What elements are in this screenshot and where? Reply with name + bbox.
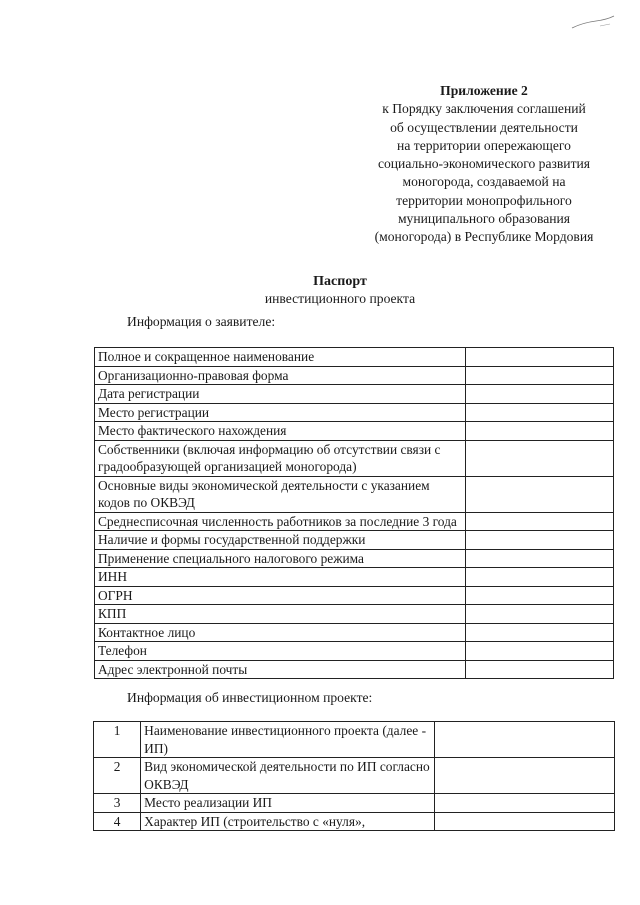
appendix-block	[330, 82, 638, 247]
field-value	[466, 348, 614, 367]
appendix-line: социально-экономического развития	[377, 156, 591, 172]
field-value	[466, 623, 614, 642]
table-row	[95, 642, 614, 661]
field-value	[466, 385, 614, 404]
field-value	[435, 722, 615, 758]
field-label: КПП	[95, 605, 466, 624]
table-row	[95, 586, 614, 605]
table-row	[94, 758, 615, 794]
field-value	[466, 531, 614, 550]
field-value	[466, 642, 614, 661]
table-row	[95, 531, 614, 550]
field-value	[466, 512, 614, 531]
field-label: Контактное лицо	[95, 623, 466, 642]
table-row	[94, 794, 615, 813]
field-value	[466, 568, 614, 587]
field-label: Дата регистрации	[95, 385, 466, 404]
field-label: Организационно-правовая форма	[95, 366, 466, 385]
field-label: ИНН	[95, 568, 466, 587]
field-value	[466, 440, 614, 476]
row-number: 1	[94, 722, 141, 758]
table-row	[95, 623, 614, 642]
field-label: Применение специального налогового режима	[95, 549, 466, 568]
field-label: Место регистрации	[95, 403, 466, 422]
table-row	[95, 605, 614, 624]
field-label: Место фактического нахождения	[95, 422, 466, 441]
field-label: Телефон	[95, 642, 466, 661]
field-label: Среднесписочная численность работников за последние 3 года	[95, 512, 466, 531]
table-row	[95, 476, 614, 512]
row-number: 3	[94, 794, 141, 813]
table-row	[95, 440, 614, 476]
field-label: Характер ИП (строительство с «нуля»,	[141, 812, 435, 831]
applicant-table	[94, 347, 614, 679]
project-table	[93, 721, 615, 831]
appendix-line: на территории опережающего	[397, 137, 571, 153]
table-row	[94, 812, 615, 831]
table-row	[95, 512, 614, 531]
table-row	[95, 385, 614, 404]
table-row	[95, 366, 614, 385]
field-label: Полное и сокращенное наименование	[95, 348, 466, 367]
table-row	[94, 722, 615, 758]
table-row	[95, 422, 614, 441]
table-row	[95, 660, 614, 679]
appendix-line: муниципального образования	[397, 211, 571, 227]
field-label: ОГРН	[95, 586, 466, 605]
field-value	[435, 794, 615, 813]
passport-subtitle: инвестиционного проекта	[264, 291, 416, 306]
handwritten-mark	[570, 12, 616, 34]
field-label: Адрес электронной почты	[95, 660, 466, 679]
appendix-line: моногорода, создаваемой на	[402, 174, 566, 190]
row-number: 4	[94, 812, 141, 831]
field-label: Наименование инвестиционного проекта (далее - ИП)	[141, 722, 435, 758]
field-label: Место реализации ИП	[141, 794, 435, 813]
field-value	[466, 660, 614, 679]
table-row	[95, 348, 614, 367]
field-value	[435, 812, 615, 831]
field-label: Собственники (включая информацию об отсутствии связи с градообразующей организацией моногорода)	[95, 440, 466, 476]
table-row	[95, 549, 614, 568]
appendix-line: к Порядку заключения соглашений	[382, 101, 586, 117]
table-row	[95, 403, 614, 422]
field-value	[435, 758, 615, 794]
appendix-heading: Приложение 2	[440, 83, 528, 98]
field-value	[466, 366, 614, 385]
passport-title: Паспорт	[313, 274, 367, 289]
appendix-line: об осуществлении деятельности	[390, 119, 578, 135]
field-value	[466, 476, 614, 512]
project-section-label: Информация об инвестиционном проекте:	[127, 690, 373, 705]
field-label: Основные виды экономической деятельности с указанием кодов по ОКВЭД	[95, 476, 466, 512]
field-value	[466, 586, 614, 605]
field-label: Вид экономической деятельности по ИП согласно ОКВЭД	[141, 758, 435, 794]
field-value	[466, 403, 614, 422]
appendix-line: территории монопрофильного	[396, 192, 572, 208]
appendix-line: (моногорода) в Республике Мордовия	[374, 229, 594, 245]
table-row	[95, 568, 614, 587]
field-value	[466, 422, 614, 441]
field-label: Наличие и формы государственной поддержки	[95, 531, 466, 550]
applicant-section-label: Информация о заявителе:	[127, 314, 276, 329]
field-value	[466, 605, 614, 624]
field-value	[466, 549, 614, 568]
row-number: 2	[94, 758, 141, 794]
